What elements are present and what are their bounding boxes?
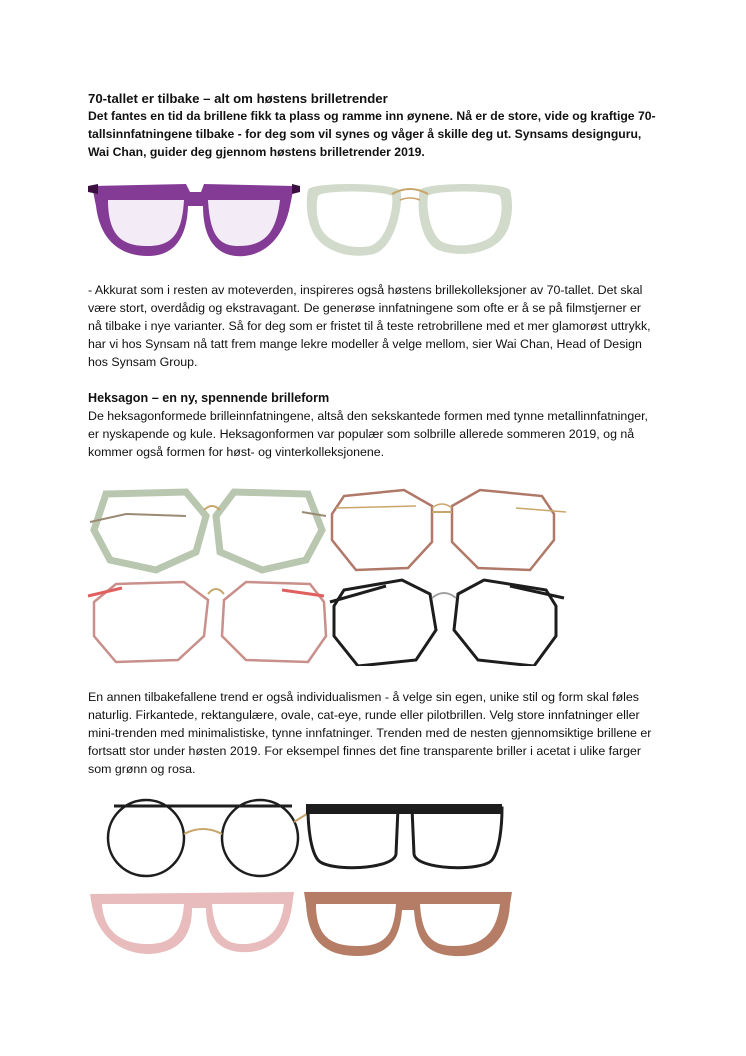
pink-hexagon-frame-image [88,582,326,662]
brown-transparent-frame-image [304,892,512,956]
glasses-image-row-2 [86,486,576,666]
individual-section [88,688,658,778]
green-transparent-frame-image [307,184,512,256]
green-hexagon-frame-image [90,492,326,570]
quote-paragraph: - Akkurat som i resten av moteverden, inspireres også høstens brillekolleksjoner av 70-tallet. Det skal være stort, overdådig og ekstravagant. De generøse innfatningene som ofte er å se på filmstjerner er nå tilbake i nye varianter. Så for deg som er fristet til å teste retrobrillene med et mer glamorøst uttrykk, har vi hos Synsam nå tatt frem mange lekre modeller å velge mellom, sier Wai Chan, Head of Design hos Synsam Group. [88,283,651,369]
pink-transparent-frame-image [90,892,294,954]
glasses-image-row-4 [84,794,524,964]
individual-paragraph: En annen tilbakefallene trend er også individualismen - å velge sin egen, unike stil og form skal føles naturlig. Firkantede, rektangulære, ovale, cat-eye, runde eller pilotbrillen. Velg store innfatninger eller mini-trenden med minimalistiske, tynne innfatninger. Trenden med de nesten gjennomsiktige brillene er fortsatt stor under høsten 2019. For eksempel finnes det fine transparente briller i acetat i ulike farger som grønn og rosa. [88,690,652,776]
rose-gold-hexagon-frame-image [332,490,566,570]
hexagon-paragraph: De heksagonformede brilleinnfatningene, altså den sekskantede formen med tynne metallinnfatninger, er nyskapende og kule. Heksagonformen var populær som solbrille allerede sommeren 2019, og nå kommer også formen for høst- og vinterkolleksjonene. [88,409,648,459]
black-square-frame-image [306,804,502,868]
hexagon-heading: Heksagon – en ny, spennende brilleform [88,391,330,405]
purple-cat-eye-frame-image [88,184,300,256]
article-lead: Det fantes en tid da brillene fikk ta plass og ramme inn øynene. Nå er de store, vide og kraftige 70-tallsinnfatningene tilbake - for deg som vil synes og våger å skille deg ut. Synsams designguru, Wai Chan, guider deg gjennom høstens brilletrender 2019. [88,109,656,159]
article-title: 70-tallet er tilbake – alt om høstens brilletrender [88,91,388,106]
black-round-aviator-frame-image [108,800,310,876]
glasses-image-row-1 [86,176,520,264]
article [88,90,658,161]
quote-section [88,281,658,461]
black-hexagon-frame-image [330,580,564,666]
